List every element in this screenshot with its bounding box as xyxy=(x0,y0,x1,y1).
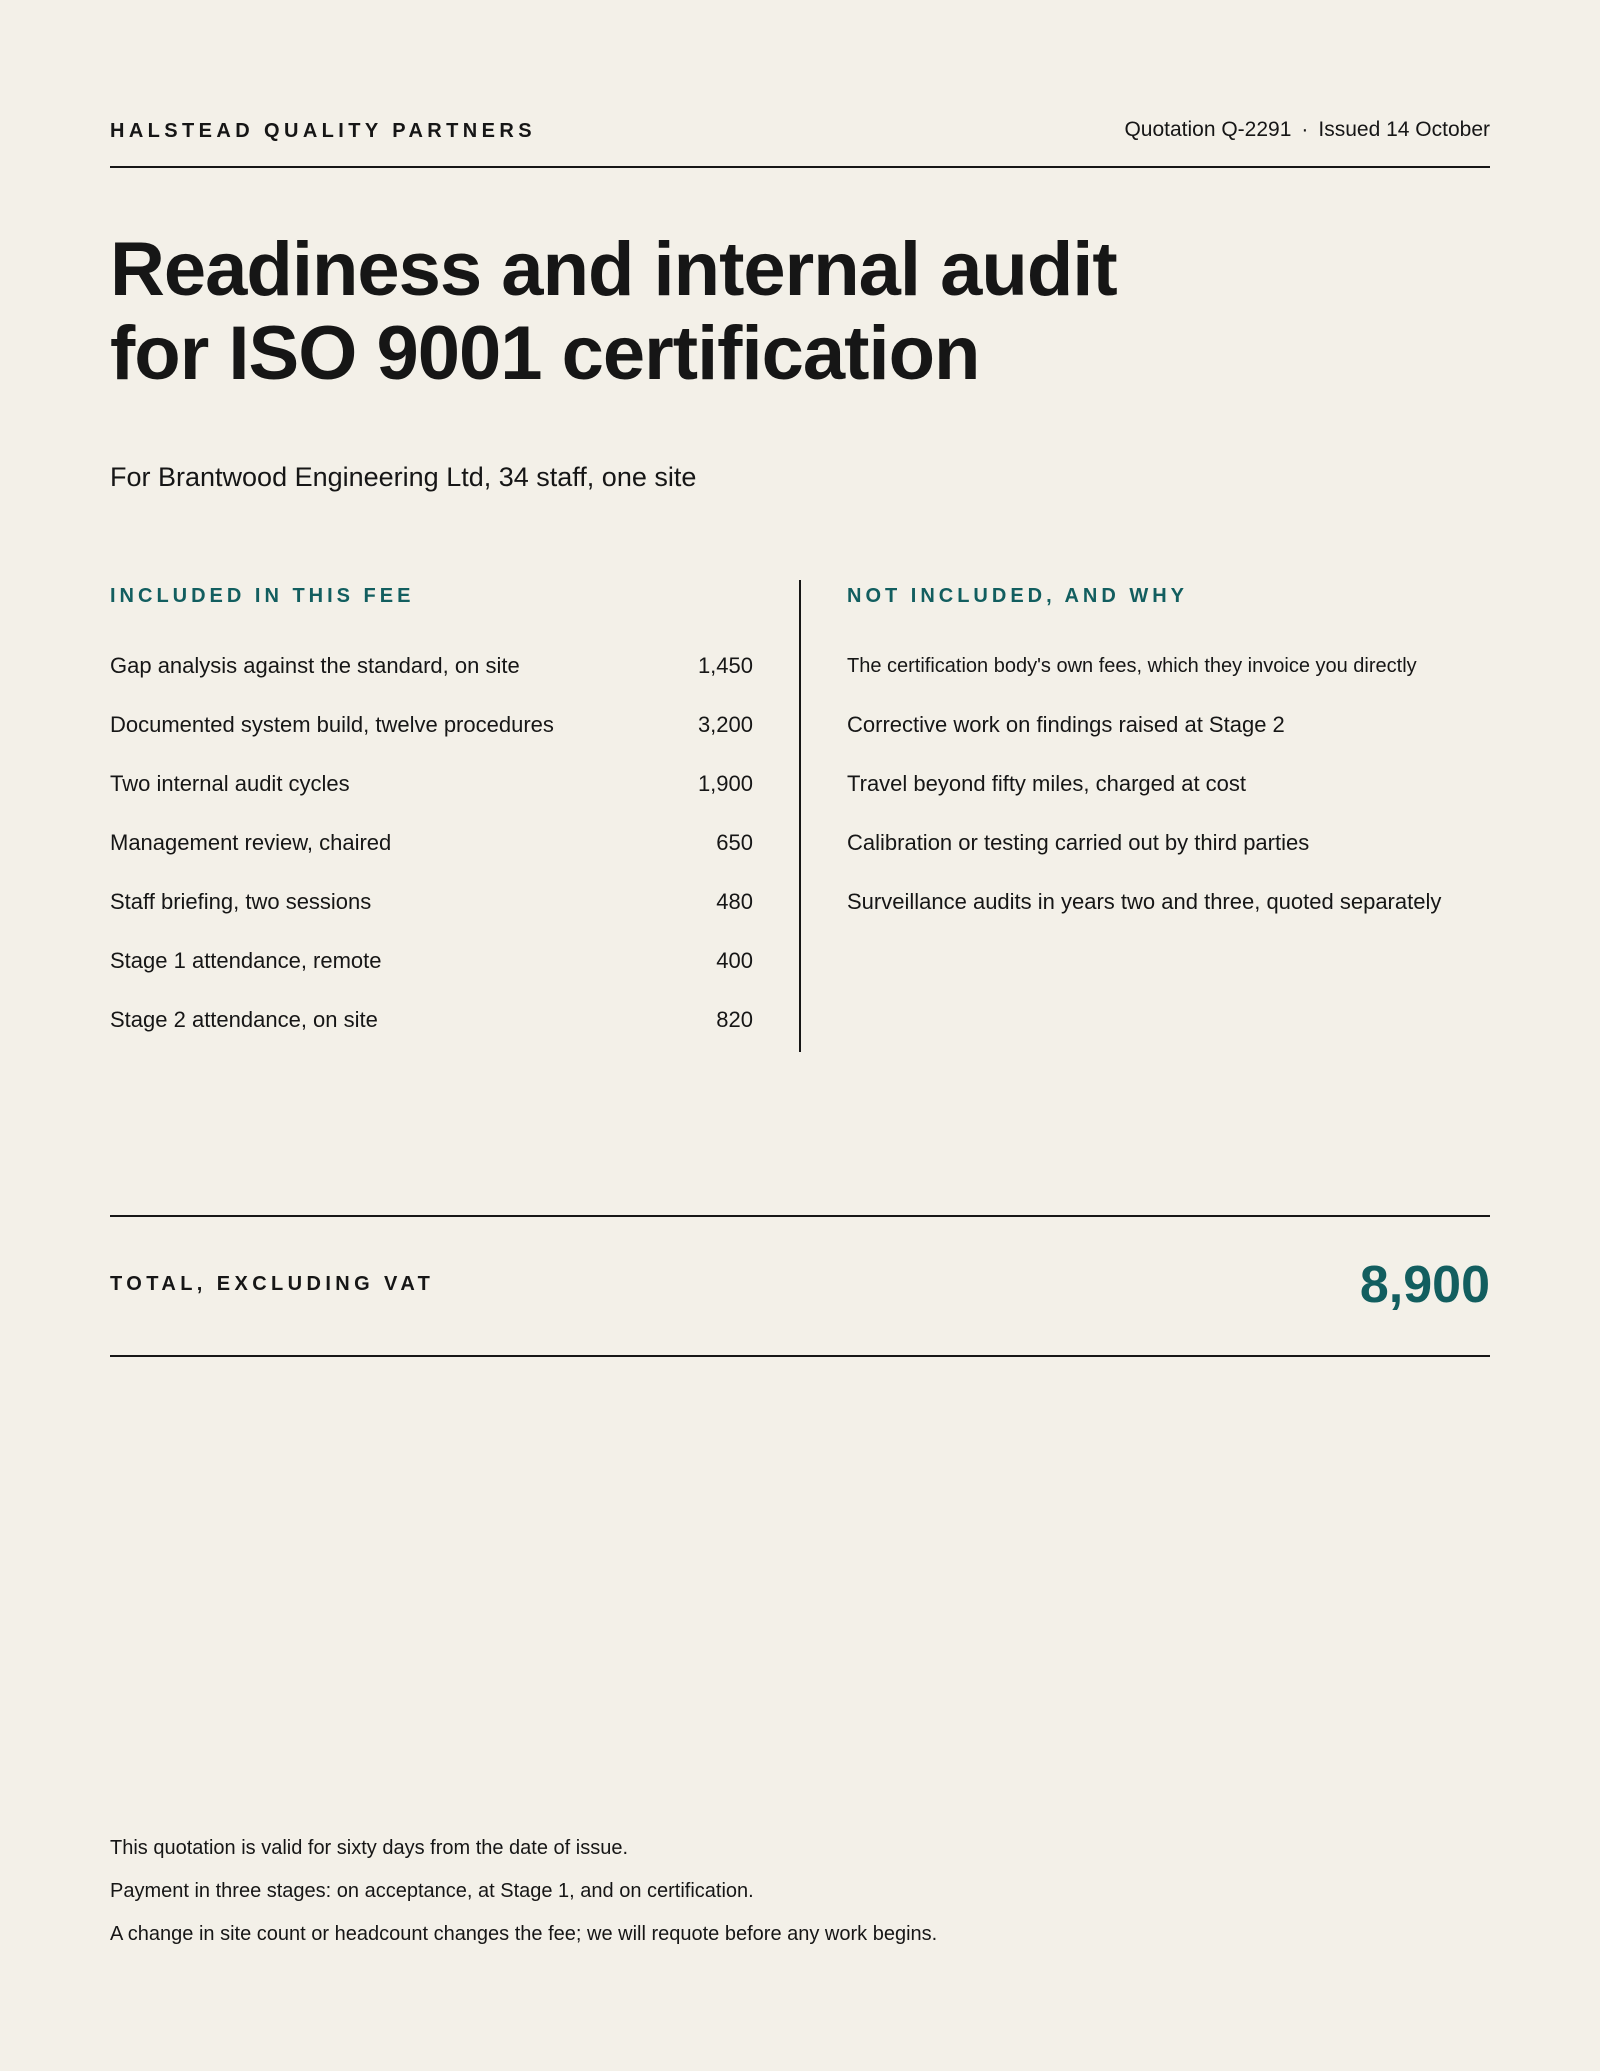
fee-row xyxy=(110,652,753,711)
fee-description: Stage 1 attendance, remote xyxy=(110,948,382,973)
fee-description: Gap analysis against the standard, on site xyxy=(110,653,520,678)
fee-amount: 820 xyxy=(716,1007,753,1032)
column-divider xyxy=(799,580,801,1052)
fee-row xyxy=(110,711,753,770)
total-label: TOTAL, EXCLUDING VAT xyxy=(110,1273,435,1295)
document-reference xyxy=(1124,118,1490,142)
fee-amount: 1,450 xyxy=(697,653,753,678)
quotation-number: Quotation Q-2291 xyxy=(1124,118,1292,141)
fee-amount: 650 xyxy=(716,830,753,855)
fee-amount: 3,200 xyxy=(697,712,753,737)
fee-description: Two internal audit cycles xyxy=(110,771,350,796)
excluded-heading: NOT INCLUDED, AND WHY xyxy=(847,585,1189,607)
exclusion-list xyxy=(847,652,1497,947)
fee-description: Staff briefing, two sessions xyxy=(110,889,372,914)
terms-notes xyxy=(110,1834,937,1963)
total-band xyxy=(110,1215,1490,1357)
exclusion-item: Travel beyond fifty miles, charged at cost xyxy=(847,771,1247,796)
exclusion-item: Corrective work on findings raised at Stage 2 xyxy=(847,712,1285,737)
note-line: This quotation is valid for sixty days from the date of issue. xyxy=(110,1837,629,1859)
note-line: Payment in three stages: on acceptance, at Stage 1, and on certification. xyxy=(110,1880,754,1902)
exclusion-item: The certification body's own fees, which they invoice you directly xyxy=(847,655,1417,677)
excluded-section xyxy=(847,580,1497,947)
title-line-1: Readiness and internal audit xyxy=(110,227,1117,312)
included-section xyxy=(110,580,753,1065)
fee-amount: 400 xyxy=(716,948,753,973)
client-line: For Brantwood Engineering Ltd, 34 staff, one site xyxy=(110,462,697,492)
reference-separator: · xyxy=(1301,118,1309,141)
fee-amount: 1,900 xyxy=(697,771,753,796)
fee-row xyxy=(110,829,753,888)
masthead xyxy=(110,118,1490,168)
included-heading: INCLUDED IN THIS FEE xyxy=(110,585,415,607)
note-line: A change in site count or headcount changes the fee; we will requote before any work begins. xyxy=(110,1923,938,1945)
total-value: 8,900 xyxy=(1359,1256,1490,1314)
fee-description: Documented system build, twelve procedures xyxy=(110,712,554,737)
fee-amount: 480 xyxy=(716,889,753,914)
title-line-2: for ISO 9001 certification xyxy=(110,311,980,396)
fee-row xyxy=(110,1006,753,1065)
fee-row xyxy=(110,888,753,947)
quotation-page xyxy=(110,0,1490,2071)
fee-description: Management review, chaired xyxy=(110,830,392,855)
issue-date: Issued 14 October xyxy=(1318,118,1490,141)
fee-row xyxy=(110,947,753,1006)
page-title xyxy=(110,228,1310,396)
exclusion-item: Calibration or testing carried out by third parties xyxy=(847,830,1310,855)
fee-row xyxy=(110,770,753,829)
exclusion-item: Surveillance audits in years two and three, quoted separately xyxy=(847,889,1442,914)
company-name: HALSTEAD QUALITY PARTNERS xyxy=(110,120,536,142)
fee-description: Stage 2 attendance, on site xyxy=(110,1007,378,1032)
fee-list xyxy=(110,652,753,1065)
